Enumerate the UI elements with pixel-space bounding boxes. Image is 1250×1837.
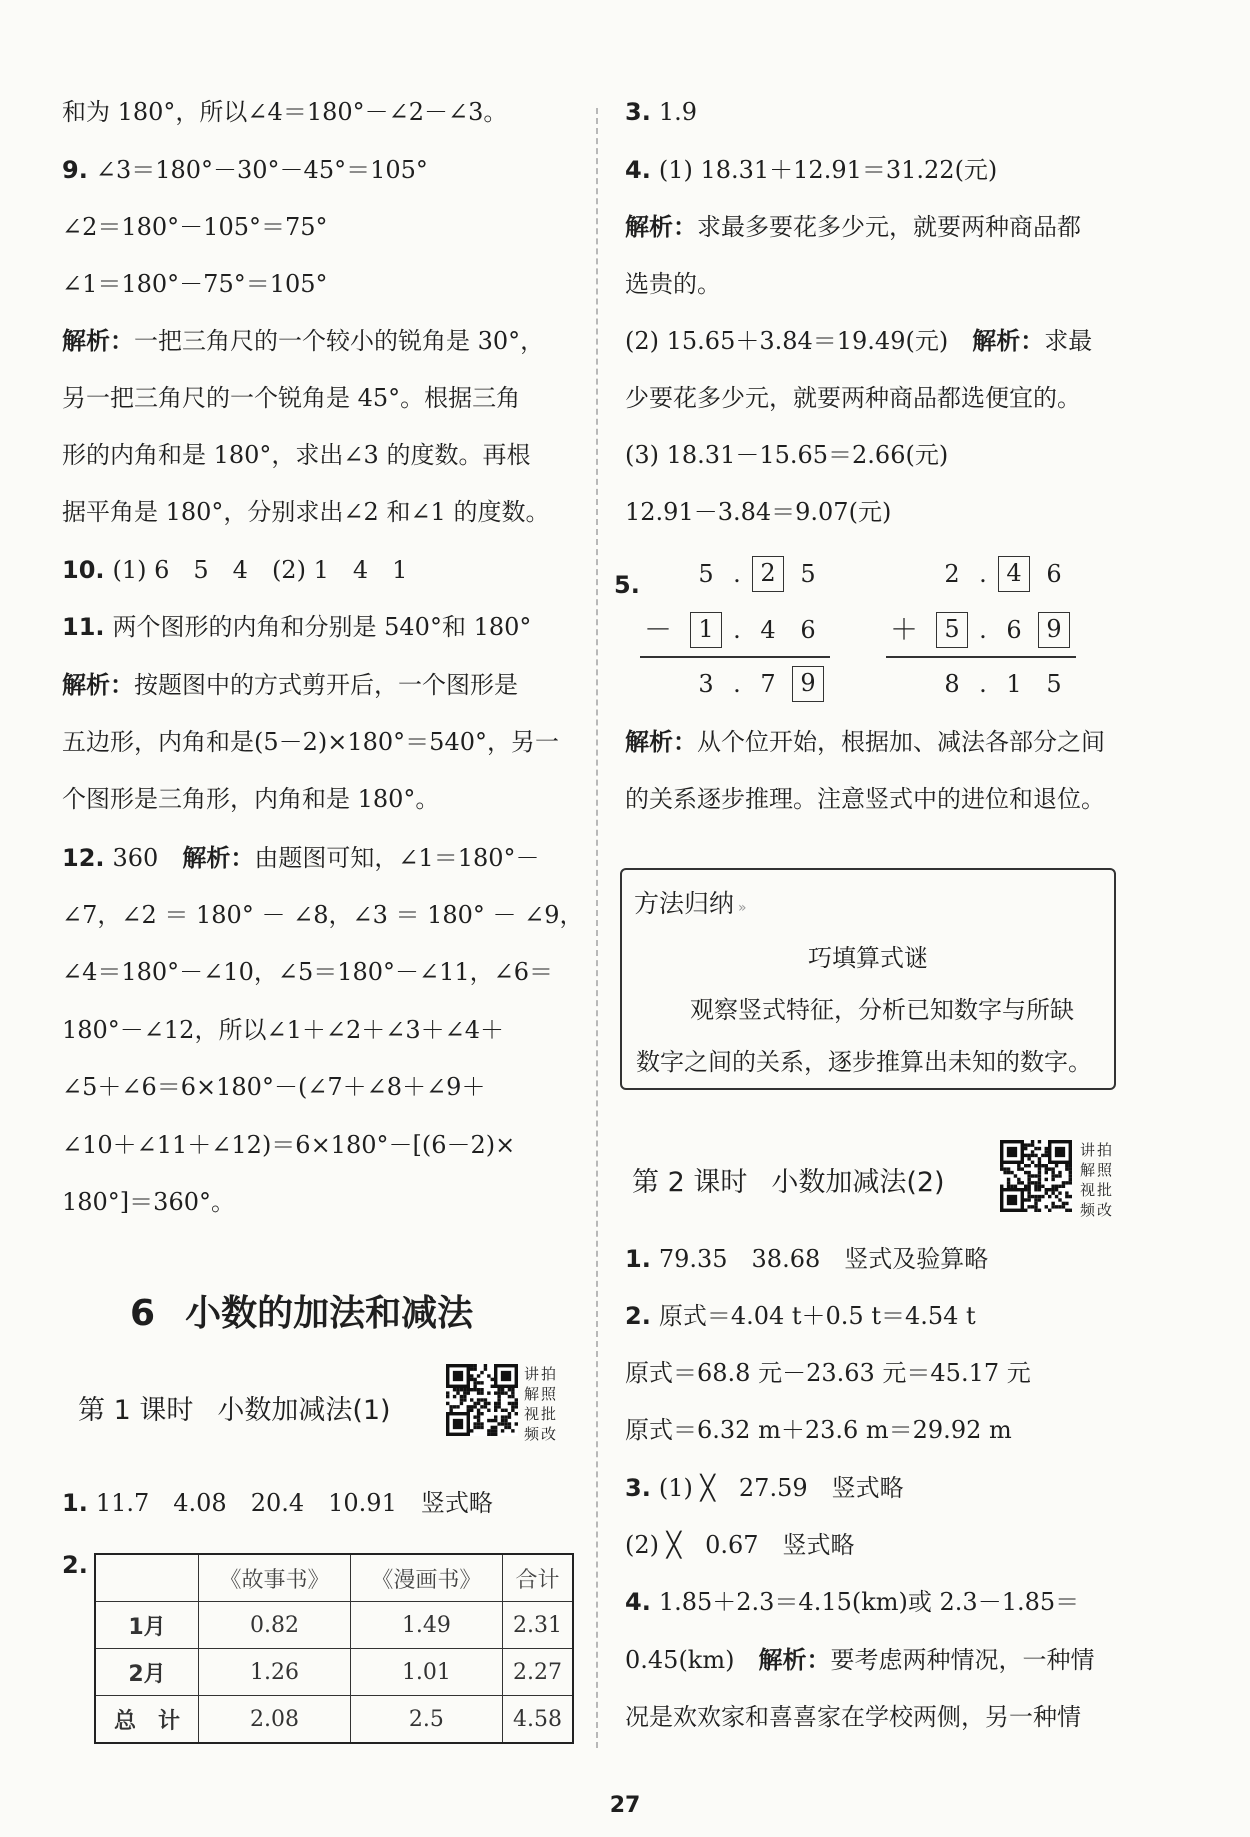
calculation-rule (640, 656, 830, 658)
answer-text: 求最 (1044, 327, 1093, 355)
answer-text: 况是欢欢家和喜喜家在学校两侧，另一种情 (625, 1703, 1081, 1731)
filled-digit-box: 9 (792, 666, 824, 702)
answer-line (625, 495, 891, 529)
answer-line (62, 1486, 493, 1520)
table-cell: 2.27 (502, 1649, 573, 1696)
table-row (95, 1696, 573, 1744)
answer-text: 和为 180°，所以∠4＝180°－∠2－∠3。 (62, 98, 508, 126)
answer-line (625, 1528, 855, 1562)
answer-text: 1.85＋2.3＝4.15(km)或 2.3－1.85＝ (658, 1588, 1080, 1616)
table-header-cell: 《故事书》 (199, 1554, 351, 1602)
answer-text: 求最多要花多少元，就要两种商品都 (697, 213, 1081, 241)
answer-line (625, 1585, 1079, 1619)
answer-line (625, 782, 1105, 816)
question-2-number: 2. (62, 1551, 88, 1579)
qr-code-icon (446, 1364, 518, 1436)
answer-text: 形的内角和是 180°，求出∠3 的度数。再根 (62, 441, 531, 469)
lesson-1-number: 第 1 课时 (78, 1395, 194, 1426)
decimal-point: . (979, 670, 987, 698)
answer-text: (1) 6 5 4 (2) 1 4 1 (112, 556, 408, 584)
decimal-point: . (733, 560, 741, 588)
table-row (95, 1602, 573, 1649)
answer-text: (3) 18.31－15.65＝2.66(元) (625, 441, 949, 469)
table-cell: 1.49 (350, 1602, 502, 1649)
answer-text: 360 (112, 844, 183, 872)
answer-line (625, 438, 948, 472)
answer-line (62, 1070, 485, 1104)
filled-digit-box: 2 (752, 556, 784, 592)
answer-text: 据平角是 180°，分别求出∠2 和∠1 的度数。 (62, 498, 550, 526)
question-number: 10. (62, 556, 105, 584)
answer-table (94, 1553, 574, 1744)
answer-line (625, 1471, 904, 1505)
answer-line (62, 841, 540, 875)
answer-text: ∠10＋∠11＋∠12)＝6×180°－[(6－2)× (62, 1131, 516, 1159)
filled-digit-box: 1 (690, 612, 722, 648)
digit: 6 (800, 616, 816, 644)
digit: 4 (760, 616, 776, 644)
answer-text: ∠4＝180°－∠10，∠5＝180°－∠11，∠6＝ (62, 958, 554, 986)
answer-text: ∠3＝180°－30°－45°＝105° (95, 156, 428, 184)
answer-line (62, 381, 520, 415)
answer-text: 两个图形的内角和分别是 540°和 180° (112, 613, 532, 641)
lesson-1-heading (78, 1388, 391, 1427)
method-summary-box (620, 868, 1116, 1090)
answer-line (62, 95, 507, 129)
digit: 5 (800, 560, 816, 588)
operator-sign: ＋ (890, 613, 919, 646)
answer-line (625, 95, 697, 129)
double-chevron-icon: » (738, 900, 747, 916)
answer-text: 11.7 4.08 20.4 10.91 竖式略 (95, 1489, 493, 1517)
table-cell: 1.01 (350, 1649, 502, 1696)
question-number: 1. (62, 1489, 88, 1517)
answer-text: 的关系逐步推理。注意竖式中的进位和退位。 (625, 785, 1105, 813)
question-number: 4. (625, 156, 651, 184)
answer-line (625, 1242, 988, 1276)
question-number: 1. (625, 1245, 651, 1273)
table-header-cell: 合计 (502, 1554, 573, 1602)
digit: 6 (1046, 560, 1062, 588)
question-number: 3. (625, 1474, 651, 1502)
method-summary-tab: 方法归纳 » (634, 889, 747, 918)
answer-text: 五边形，内角和是(5－2)×180°＝540°，另一 (62, 728, 559, 756)
answer-line (625, 1643, 1094, 1677)
digit: 5 (698, 560, 714, 588)
lesson-2-heading (632, 1160, 945, 1199)
qr-code-icon (1000, 1140, 1072, 1212)
table-cell: 2.08 (199, 1696, 351, 1744)
answer-line (625, 210, 1081, 244)
question-number: 9. (62, 156, 88, 184)
table-cell: 0.82 (199, 1602, 351, 1649)
digit: 8 (944, 670, 960, 698)
answer-line (62, 610, 531, 644)
answer-line (625, 725, 1105, 759)
answer-line (62, 553, 407, 587)
answer-text: 12.91－3.84＝9.07(元) (625, 498, 892, 526)
answer-text: 少要花多少元，就要两种商品都选便宜的。 (625, 384, 1081, 412)
qr-caption: 讲拍解照视批频改 (1080, 1141, 1115, 1219)
answer-text: 按题图中的方式剪开后，一个图形是 (134, 671, 518, 699)
answer-text: 1.9 (658, 98, 697, 126)
analysis-label: 解析： (758, 1646, 831, 1674)
answer-text: 选贵的。 (625, 270, 721, 298)
digit: 5 (1046, 670, 1062, 698)
answer-text: 个图形是三角形，内角和是 180°。 (62, 785, 440, 813)
chapter-heading (130, 1285, 473, 1336)
answer-text: 从个位开始，根据加、减法各部分之间 (697, 728, 1105, 756)
table-cell: 1.26 (199, 1649, 351, 1696)
lesson-2-title: 小数加减法(2) (771, 1167, 945, 1198)
answer-text: (1) 18.31＋12.91＝31.22(元) (658, 156, 998, 184)
question-number: 3. (625, 98, 651, 126)
decimal-point: . (733, 670, 741, 698)
calculation-rule (886, 656, 1076, 658)
answer-text: (2) 15.65＋3.84＝19.49(元) (625, 327, 973, 355)
operator-sign: － (644, 613, 673, 646)
lesson-2-number: 第 2 课时 (632, 1167, 748, 1198)
decimal-point: . (979, 616, 987, 644)
digit: 6 (1006, 616, 1022, 644)
answer-line (62, 955, 553, 989)
method-summary-text: 数字之间的关系，逐步推算出未知的数字。 (636, 1048, 1092, 1076)
method-summary-title: 巧填算式谜 (808, 944, 928, 972)
answer-text: 180°]＝360°。 (62, 1188, 235, 1216)
digit: 2 (944, 560, 960, 588)
answer-line (62, 324, 544, 358)
decimal-point: . (733, 616, 741, 644)
answer-text: 原式＝68.8 元－23.63 元＝45.17 元 (625, 1359, 1031, 1387)
answer-line (62, 153, 428, 187)
table-row-header: 1月 (95, 1602, 199, 1649)
answer-text: 79.35 38.68 竖式及验算略 (658, 1245, 989, 1273)
page-number: 27 (609, 1793, 641, 1818)
lesson-1-title: 小数加减法(1) (217, 1395, 391, 1426)
table-cell: 2.5 (350, 1696, 502, 1744)
answer-text: ∠1＝180°－75°＝105° (62, 270, 328, 298)
answer-text: (2) ╳ 0.67 竖式略 (625, 1531, 855, 1559)
digit: 1 (1006, 670, 1022, 698)
answer-text: ∠2＝180°－105°＝75° (62, 213, 328, 241)
answer-line (62, 210, 328, 244)
answer-text: (1) ╳ 27.59 竖式略 (658, 1474, 904, 1502)
digit: 7 (760, 670, 776, 698)
analysis-label: 解析： (625, 728, 697, 756)
answer-line (62, 668, 518, 702)
table-row-header: 2月 (95, 1649, 199, 1696)
method-summary-text: 观察竖式特征，分析已知数字与所缺 (690, 996, 1074, 1024)
answer-text: 原式＝4.04 t＋0.5 t＝4.54 t (658, 1302, 976, 1330)
answer-line (625, 1413, 1012, 1447)
answer-line (625, 1299, 976, 1333)
answer-line (62, 725, 559, 759)
answer-text: 原式＝6.32 m＋23.6 m＝29.92 m (625, 1416, 1012, 1444)
chapter-title: 小数的加法和减法 (185, 1293, 474, 1334)
analysis-label: 解析： (972, 327, 1045, 355)
answer-line (625, 1356, 1031, 1390)
answer-text: 由题图可知，∠1＝180°－ (254, 844, 540, 872)
answer-text: 0.45(km) (625, 1646, 759, 1674)
qr-caption: 讲拍解照视批频改 (524, 1365, 559, 1443)
column-divider (596, 108, 598, 1748)
answer-line (62, 495, 549, 529)
table-cell: 4.58 (502, 1696, 573, 1744)
question-number: 4. (625, 1588, 651, 1616)
answer-line (62, 1185, 235, 1219)
answer-line (62, 438, 530, 472)
answer-line (62, 782, 439, 816)
analysis-label: 解析： (62, 327, 134, 355)
filled-digit-box: 9 (1038, 612, 1070, 648)
answer-line (625, 381, 1081, 415)
answer-text: ∠5＋∠6＝6×180°－(∠7＋∠8＋∠9＋ (62, 1073, 486, 1101)
filled-digit-box: 5 (936, 612, 968, 648)
chapter-number: 6 (130, 1293, 156, 1334)
answer-line (625, 267, 721, 301)
question-number: 11. (62, 613, 105, 641)
table-header-cell (95, 1554, 199, 1602)
analysis-label: 解析： (625, 213, 697, 241)
question-number: 2. (625, 1302, 651, 1330)
table-row (95, 1649, 573, 1696)
answer-line (62, 898, 584, 932)
decimal-point: . (979, 560, 987, 588)
answer-text: ∠7，∠2 ＝ 180° － ∠8，∠3 ＝ 180° － ∠9， (62, 901, 584, 929)
table-row-header: 总 计 (95, 1696, 199, 1744)
answer-line (625, 1700, 1081, 1734)
question-number: 12. (62, 844, 105, 872)
answer-text: 180°－∠12，所以∠1＋∠2＋∠3＋∠4＋ (62, 1016, 504, 1044)
analysis-label: 解析： (182, 844, 255, 872)
answer-line (62, 1128, 515, 1162)
answer-line (625, 324, 1092, 358)
answer-text: 一把三角尺的一个较小的锐角是 30°， (134, 327, 545, 355)
answer-line (625, 153, 997, 187)
answer-text: 要考虑两种情况，一种情 (830, 1646, 1095, 1674)
digit: 3 (698, 670, 714, 698)
answer-line (62, 267, 328, 301)
analysis-label: 解析： (62, 671, 134, 699)
filled-digit-box: 4 (998, 556, 1030, 592)
table-header-cell: 《漫画书》 (350, 1554, 502, 1602)
answer-line (62, 1013, 504, 1047)
answer-text: 另一把三角尺的一个锐角是 45°。根据三角 (62, 384, 521, 412)
question-5-number: 5. (614, 571, 640, 599)
table-cell: 2.31 (502, 1602, 573, 1649)
